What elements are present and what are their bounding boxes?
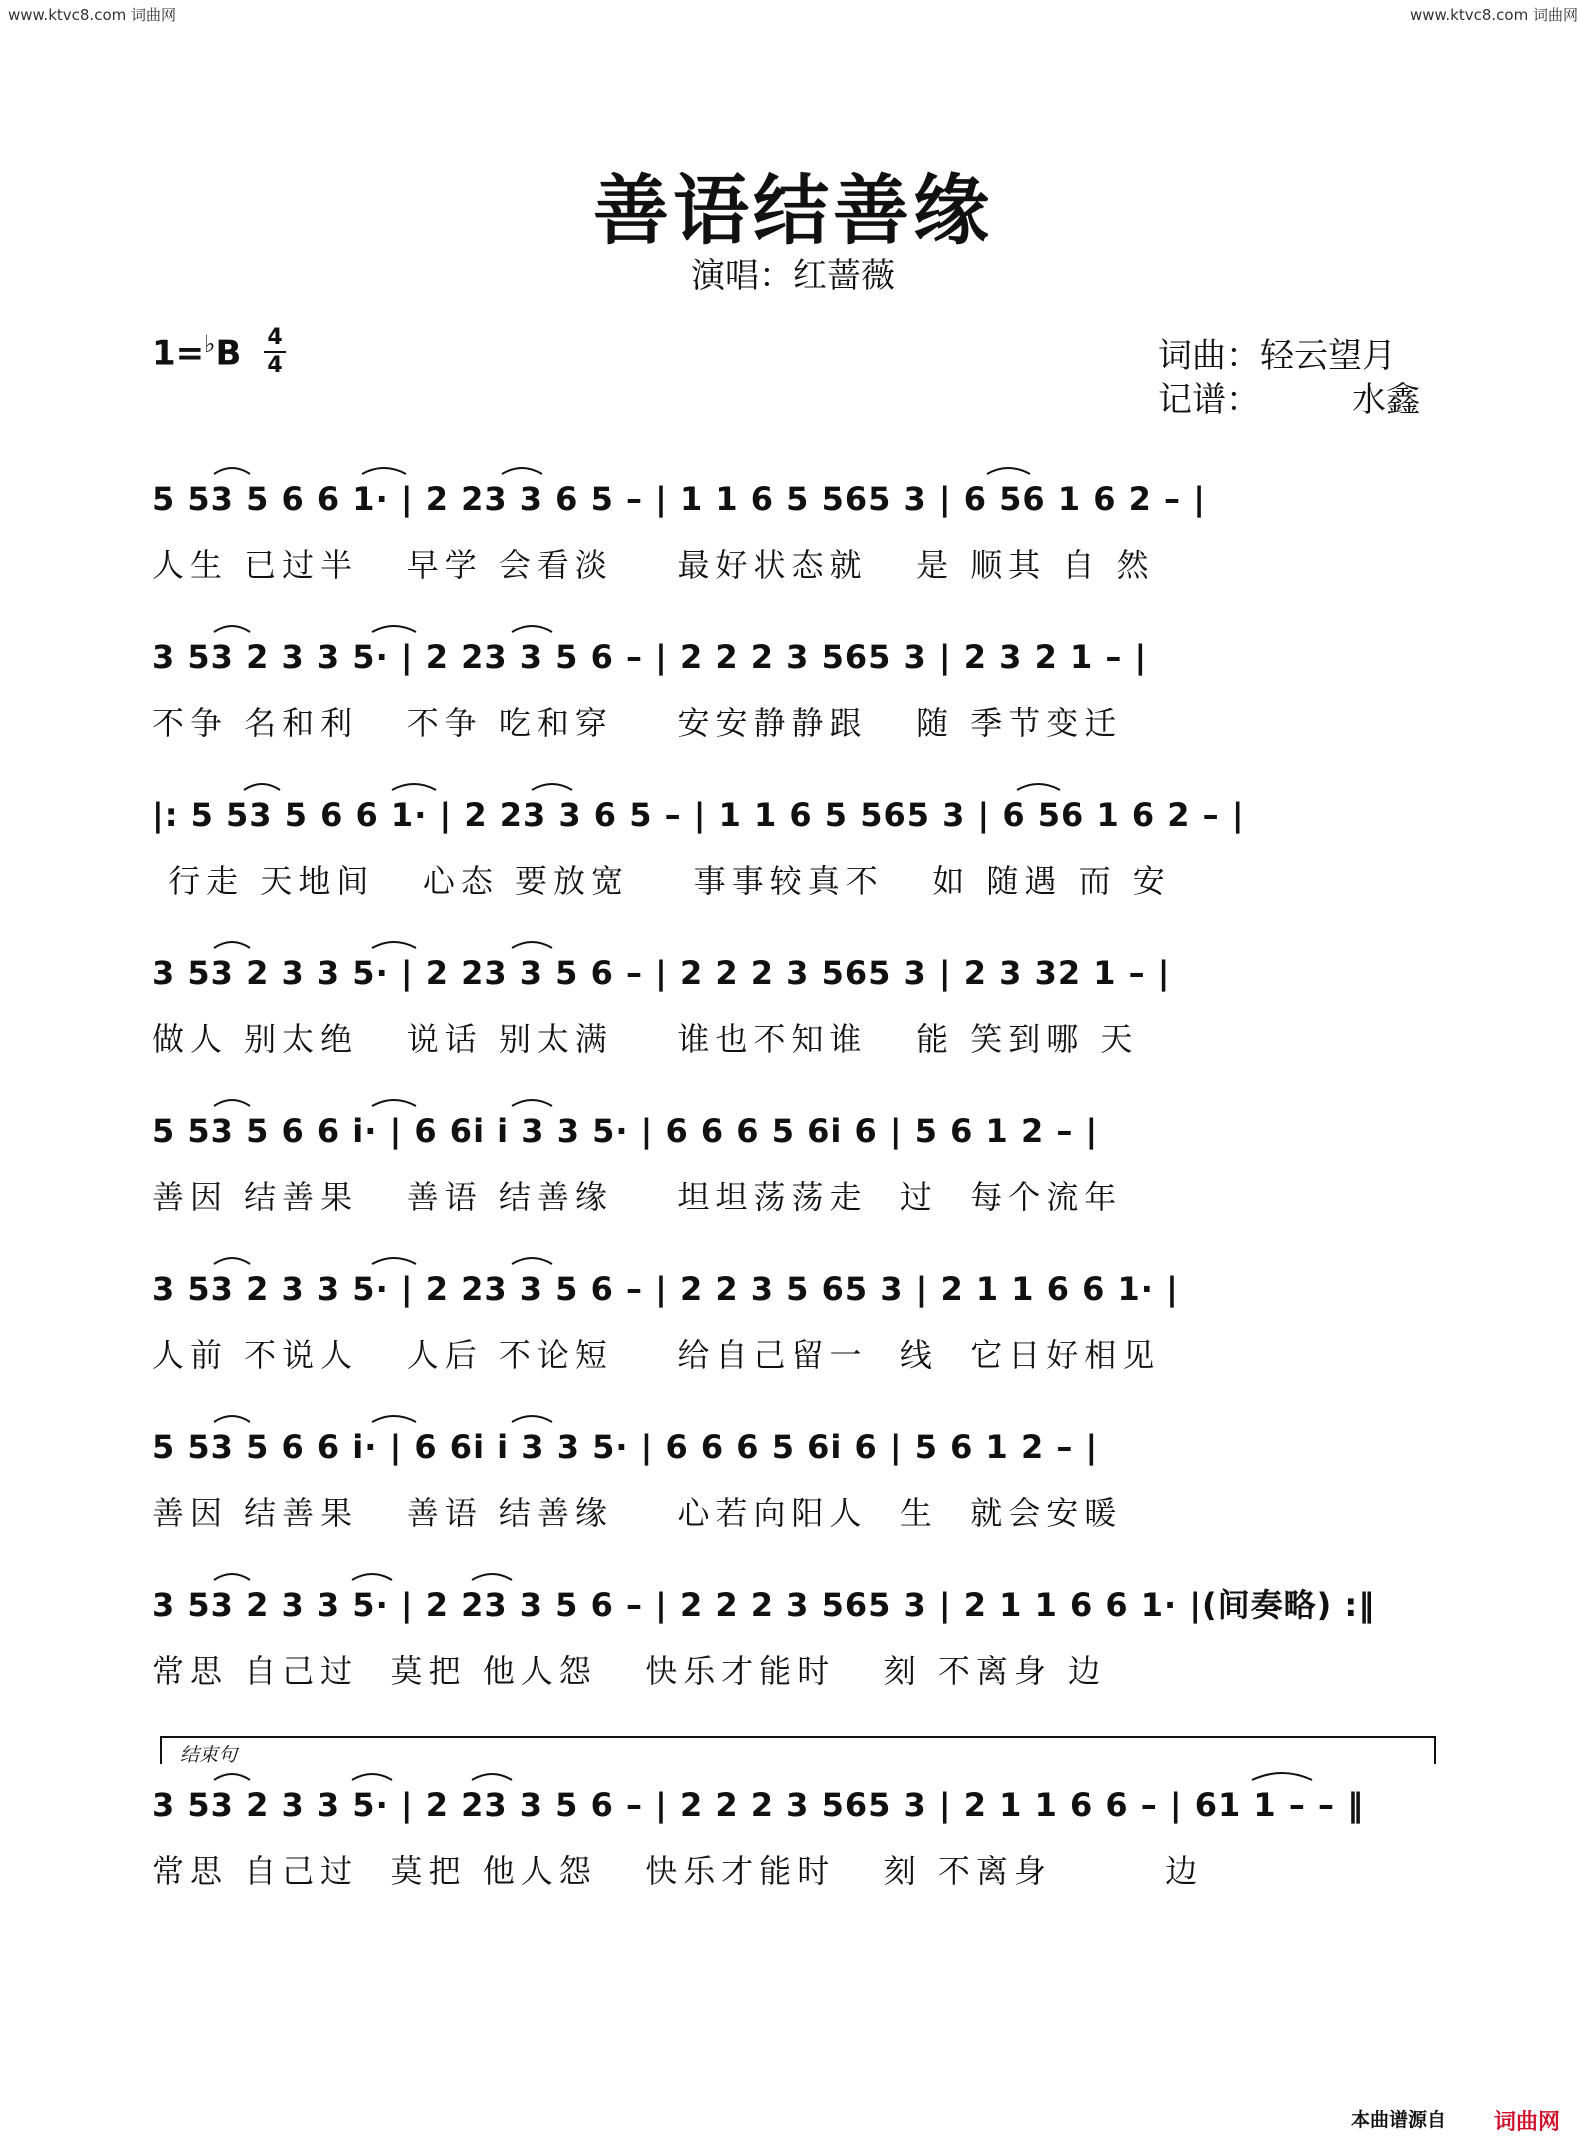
notation: 3 53 2 3 3 5· | 2 23 3 5 6 – | 2 2 2 3 565 3 | 2 3 32 1 – | — [152, 954, 1171, 992]
lyric-line-2: 不争 名和利 不争 吃和穿 安安静静跟 随 季节变迁 — [152, 704, 1123, 742]
score-line-7 — [152, 1412, 1442, 1482]
lyric-line-8: 常思 自己过 莫把 他人怨 快乐才能时 刻 不离身 边 — [152, 1652, 1107, 1690]
watermark-left: www.ktvc8.com 词曲网 — [8, 6, 177, 24]
notation: |: 5 53 5 6 6 1· | 2 23 3 6 5 – | 1 1 6 5 565 3 | 6 56 1 6 2 – | — [152, 796, 1245, 834]
singer-credit: 演唱：红蔷薇 — [691, 256, 895, 296]
footer-site-logo[interactable]: 词曲网 — [1493, 2110, 1560, 2135]
notation: 3 53 2 3 3 5· | 2 23 3 5 6 – | 2 2 2 3 565 3 | 2 3 2 1 – | — [152, 638, 1148, 676]
ending-lyric-line: 常思 自己过 莫把 他人怨 快乐才能时 刻 不离身 边 — [152, 1852, 1204, 1890]
lyric-line-7: 善因 结善果 善语 结善缘 心若向阳人 生 就会安暖 — [152, 1494, 1123, 1532]
time-signature — [264, 326, 286, 378]
notation: 5 53 5 6 6 1· | 2 23 3 6 5 – | 1 1 6 5 565 3 | 6 56 1 6 2 – | — [152, 480, 1206, 518]
score-line-1 — [152, 464, 1442, 534]
key-prefix: 1= — [152, 333, 205, 374]
lyric-line-4: 做人 别太绝 说话 别太满 谁也不知谁 能 笑到哪 天 — [152, 1020, 1139, 1058]
transcriber-name: 水鑫 — [1352, 380, 1420, 420]
ending-bracket — [160, 1736, 1436, 1764]
notation: 5 53 5 6 6 i· | 6 6i i 3 3 5· | 6 6 6 5 6i 6 | 5 6 1 2 – | — [152, 1112, 1099, 1150]
watermark-right: www.ktvc8.com 词曲网 — [1409, 6, 1578, 24]
notation: 5 53 5 6 6 i· | 6 6i i 3 3 5· | 6 6 6 5 6i 6 | 5 6 1 2 – | — [152, 1428, 1099, 1466]
score-line-8 — [152, 1570, 1442, 1640]
song-title: 善语结善缘 — [593, 166, 993, 255]
notation: 3 53 2 3 3 5· | 2 23 3 5 6 – | 2 2 3 5 65 3 | 2 1 1 6 6 1· | — [152, 1270, 1179, 1308]
lyric-line-1: 人生 已过半 早学 会看淡 最好状态就 是 顺其 自 然 — [152, 546, 1155, 584]
lyric-line-6: 人前 不说人 人后 不论短 给自己留一 线 它日好相见 — [152, 1336, 1161, 1374]
score-line-2 — [152, 622, 1442, 692]
footer-source: 本曲谱源自 — [1350, 2109, 1446, 2131]
flat-symbol: ♭ — [204, 330, 216, 358]
key-letter: B — [215, 333, 242, 374]
key-signature — [152, 330, 241, 373]
ending-label: 结束句 — [180, 1744, 238, 1766]
notation: 3 53 2 3 3 5· | 2 23 3 5 6 – | 2 2 2 3 565 3 | 2 1 1 6 6 1· |(间奏略) :‖ — [152, 1586, 1376, 1624]
time-top: 4 — [267, 325, 283, 350]
score-line-5 — [152, 1096, 1442, 1166]
composer-credit: 词曲：轻云望月 — [1158, 336, 1396, 376]
notation: 3 53 2 3 3 5· | 2 23 3 5 6 – | 2 2 2 3 565 3 | 2 1 1 6 6 – | 61 1 – – ‖ — [152, 1786, 1365, 1824]
lyric-line-5: 善因 结善果 善语 结善缘 坦坦荡荡走 过 每个流年 — [152, 1178, 1123, 1216]
score-line-4 — [152, 938, 1442, 1008]
time-bottom: 4 — [267, 353, 283, 378]
score-line-3 — [152, 780, 1442, 850]
transcriber-label: 记谱： — [1158, 380, 1260, 420]
ending-score-line — [152, 1770, 1442, 1840]
score-line-6 — [152, 1254, 1442, 1324]
lyric-line-3: 行走 天地间 心态 要放宽 事事较真不 如 随遇 而 安 — [152, 862, 1171, 900]
